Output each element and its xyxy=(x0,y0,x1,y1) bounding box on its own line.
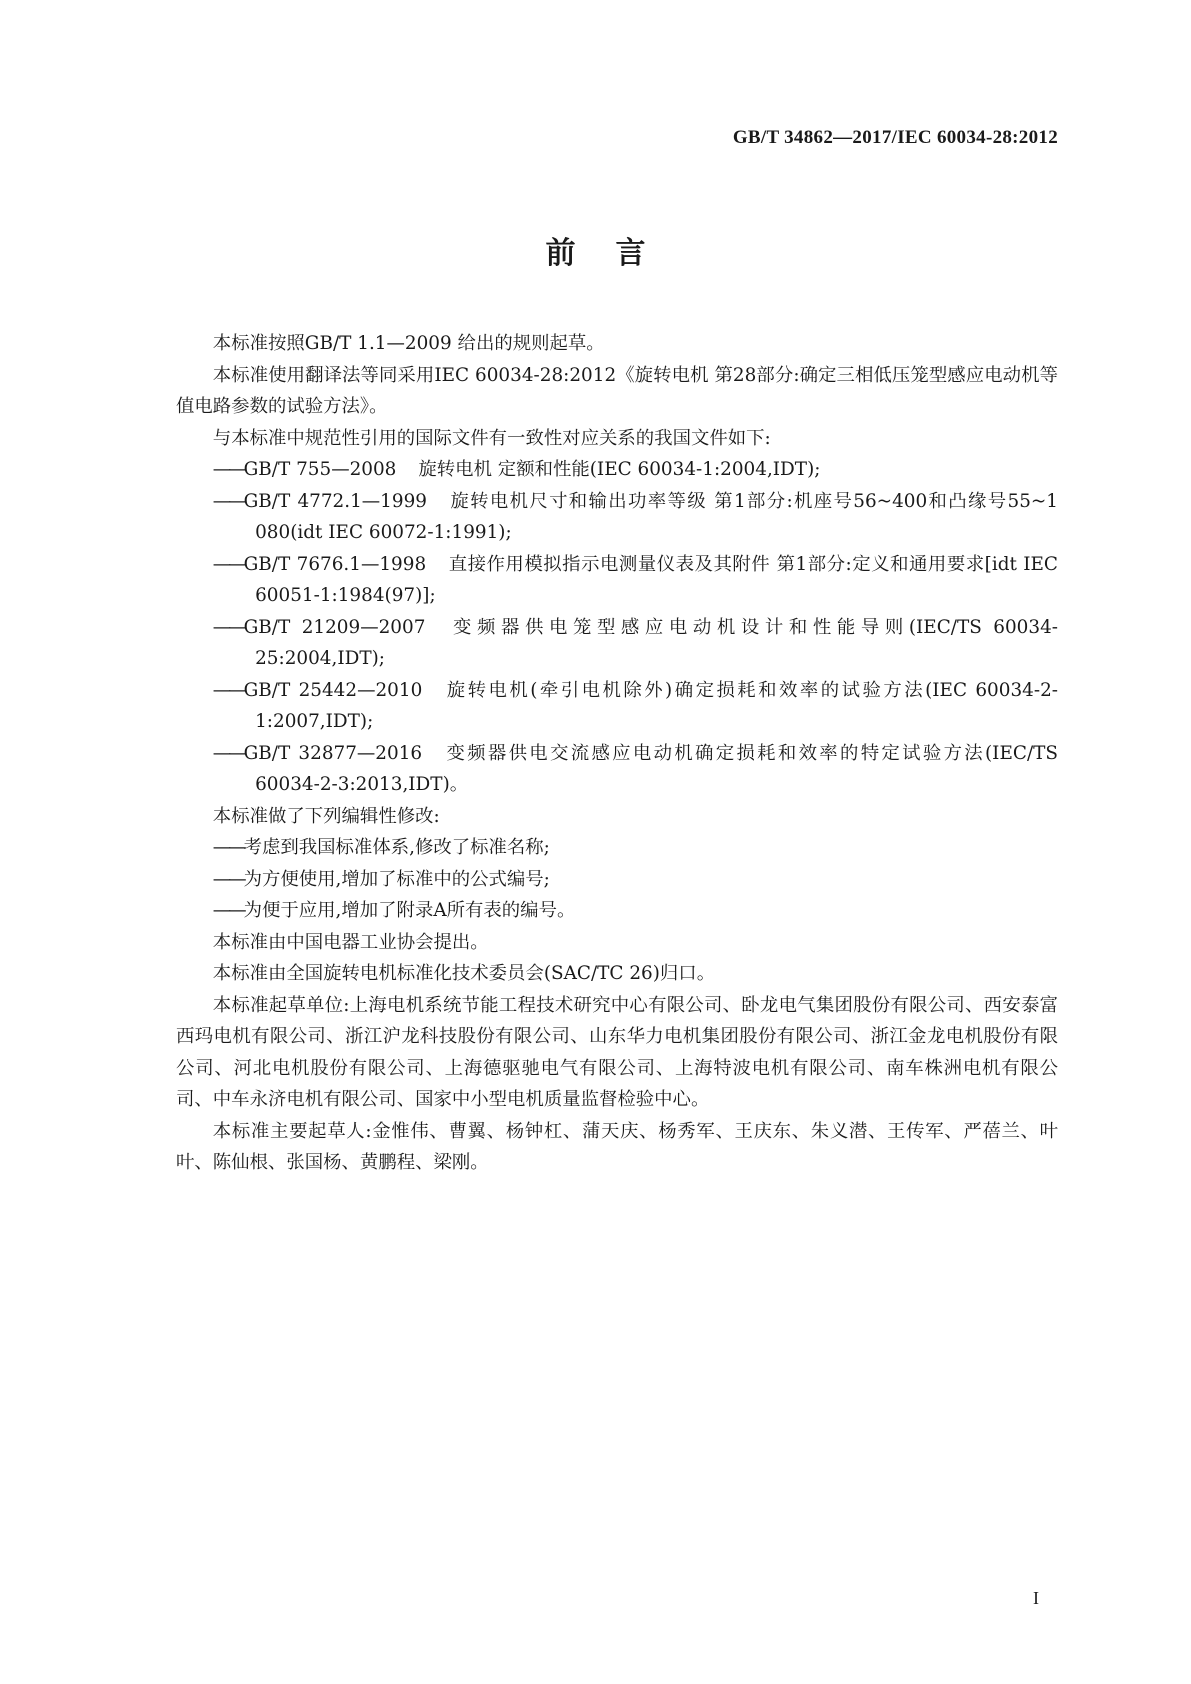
paragraph: 与本标准中规范性引用的国际文件有一致性对应关系的我国文件如下: xyxy=(212,427,771,449)
reference-item xyxy=(176,738,1058,801)
reference-item xyxy=(176,486,1058,549)
reference-item xyxy=(176,675,1058,738)
page-number: I xyxy=(1033,1588,1039,1608)
reference-code: GB/T 755—2008 xyxy=(243,459,397,480)
dash: —— xyxy=(212,868,244,890)
paragraph: 本标准由全国旋转电机标准化技术委员会(SAC/TC 26)归口。 xyxy=(212,963,716,984)
foreword-body xyxy=(176,328,1058,1179)
dash: —— xyxy=(212,837,244,858)
paragraph: 本标准由中国电器工业协会提出。 xyxy=(212,931,489,953)
dash: —— xyxy=(212,490,244,512)
dash: —— xyxy=(212,459,244,480)
main-drafters: 本标准主要起草人:金惟伟、曹翼、杨钟杠、蒲天庆、杨秀军、王庆东、朱义潜、王传军、严蓓兰、叶叶、陈仙根、张国杨、黄鹏程、梁刚。 xyxy=(176,1120,1058,1173)
dash: —— xyxy=(212,553,244,575)
paragraph: 本标准按照GB/T 1.1—2009 给出的规则起草。 xyxy=(212,333,605,354)
reference-text: 旋转电机 定额和性能(IEC 60034-1:2004,IDT); xyxy=(418,459,821,480)
page-title: 前言 xyxy=(545,236,686,271)
reference-text: 变频器供电笼型感应电动机设计和性能导则(IEC/TS 60034-25:2004,IDT); xyxy=(255,616,1058,669)
reference-code: GB/T 4772.1—1999 xyxy=(243,490,427,512)
modification-item xyxy=(176,832,1058,864)
reference-text: 旋转电机(牵引电机除外)确定损耗和效率的试验方法(IEC 60034-2-1:2007,IDT); xyxy=(255,679,1058,732)
modification-text: 为方便使用,增加了标准中的公式编号; xyxy=(243,868,550,890)
modification-text: 考虑到我国标准体系,修改了标准名称; xyxy=(243,837,550,858)
modification-text: 为便于应用,增加了附录A所有表的编号。 xyxy=(243,900,576,921)
drafting-units: 本标准起草单位:上海电机系统节能工程技术研究中心有限公司、卧龙电气集团股份有限公司、西安泰富西玛电机有限公司、浙江沪龙科技股份有限公司、山东华力电机集团股份有限公司、浙江金龙电机股份有限公司、河北电机股份有限公司、上海德驱驰电气有限公司、上海特波电机有限公司、南车株洲电机有限公司、中车永济电机有限公司、国家中小型电机质量监督检验中心。 xyxy=(176,994,1058,1110)
reference-text: 变频器供电交流感应电动机确定损耗和效率的特定试验方法(IEC/TS 60034-2-3:2013,IDT)。 xyxy=(255,742,1059,795)
dash: —— xyxy=(212,742,244,764)
dash: —— xyxy=(212,900,244,921)
paragraph: 本标准使用翻译法等同采用IEC 60034-28:2012《旋转电机 第28部分:确定三相低压笼型感应电动机等值电路参数的试验方法》。 xyxy=(176,364,1058,417)
reference-code: GB/T 25442—2010 xyxy=(243,679,423,701)
reference-code: GB/T 21209—2007 xyxy=(243,616,426,638)
reference-code: GB/T 32877—2016 xyxy=(243,742,423,764)
reference-text: 直接作用模拟指示电测量仪表及其附件 第1部分:定义和通用要求[idt IEC 60051-1:1984(97)]; xyxy=(255,553,1059,606)
dash: —— xyxy=(212,679,244,701)
standard-number: GB/T 34862—2017/IEC 60034-28:2012 xyxy=(732,127,1058,148)
reference-code: GB/T 7676.1—1998 xyxy=(243,553,427,575)
reference-text: 旋转电机尺寸和输出功率等级 第1部分:机座号56~400和凸缘号55~1 080(idt IEC 60072-1:1991); xyxy=(255,490,1059,543)
reference-item xyxy=(176,612,1058,675)
modification-item xyxy=(176,895,1058,927)
modification-item xyxy=(176,864,1058,896)
reference-item xyxy=(176,549,1058,612)
dash: —— xyxy=(212,616,244,638)
paragraph: 本标准做了下列编辑性修改: xyxy=(212,805,440,827)
reference-item xyxy=(176,454,1058,486)
